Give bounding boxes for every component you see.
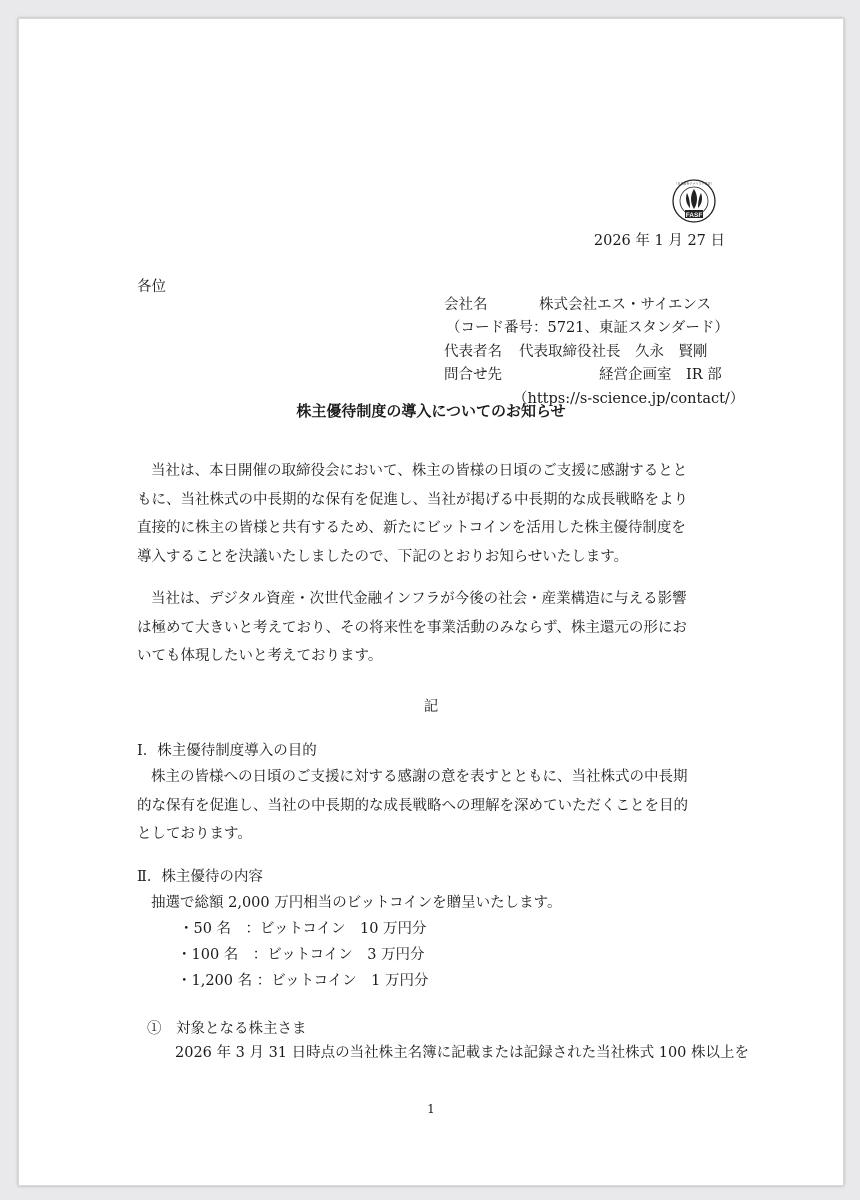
intro-paragraph-1	[137, 457, 737, 571]
paragraph-line: としております。	[137, 826, 252, 842]
paragraph-line: もに、当社株式の中長期的な保有を促進し、当社が掲げる中長期的な成長戦略をより	[137, 491, 688, 508]
intro-paragraph-2	[137, 585, 737, 671]
paragraph-line: は極めて大きいと考えており、その将来性を事業活動のみならず、株主還元の形にお	[137, 619, 687, 636]
section-2-heading: Ⅱ．株主優待の内容	[137, 869, 263, 885]
prize-item: ・50 名 ：ビットコイン 10 万円分	[179, 921, 427, 937]
contact-value: 経営企画室 IR 部	[599, 367, 722, 383]
subsection-1-heading: ① 対象となる株主さま	[147, 1021, 307, 1037]
fasf-logo-label: FASF	[685, 212, 703, 219]
ki-marker: 記	[423, 699, 439, 715]
addressee: 各位	[137, 279, 166, 295]
company-code: （コード番号：5721、東証スタンダード）	[446, 320, 729, 336]
fasf-logo-icon	[671, 177, 717, 237]
document-title: 株主優待制度の導入についてのお知らせ	[296, 402, 566, 420]
document-date: 2026 年 1 月 27 日	[593, 233, 725, 249]
paragraph-line: 導入することを決議いたしましたので、下記のとおりお知らせいたします。	[137, 548, 629, 565]
representative-value: 代表取締役社長 久永 賢剛	[519, 344, 708, 360]
section-1-body	[137, 763, 737, 849]
paragraph-line: 株主の皆様への日頃のご支援に対する感謝の意を表すとともに、当社株式の中長期	[151, 769, 688, 785]
document-page	[18, 18, 844, 1186]
section-1-heading: Ⅰ．株主優待制度導入の目的	[137, 743, 317, 759]
contact-url: （https://s-science.jp/contact/）	[513, 391, 745, 407]
company-name-label: 会社名	[444, 297, 488, 313]
contact-label: 問合せ先	[444, 367, 502, 383]
paragraph-line: 当社は、デジタル資産・次世代金融インフラが今後の社会・産業構造に与える影響	[151, 591, 687, 607]
fasf-logo-ring-text: （日本証券アナリスト協会）	[674, 181, 714, 186]
paragraph-line: 当社は、本日開催の取締役会において、株主の皆様の日頃のご支援に感謝するとと	[151, 463, 688, 479]
representative-label: 代表者名	[444, 344, 502, 360]
paragraph-line: 的な保有を促進し、当社の中長期的な成長戦略への理解を深めていただくことを目的	[137, 797, 688, 814]
subsection-1-line: 2026 年 3 月 31 日時点の当社株主名簿に記載または記録された当社株式 100 株以上を	[175, 1045, 750, 1061]
company-name-value: 株式会社エス・サイエンス	[539, 297, 711, 313]
paragraph-line: 直接的に株主の皆様と共有するため、新たにビットコインを活用した株主優待制度を	[137, 520, 686, 536]
page-number: 1	[427, 1102, 435, 1116]
paragraph-line: いても体現したいと考えております。	[137, 648, 383, 664]
prize-item: ・1,200 名 ：ビットコイン 1 万円分	[177, 973, 429, 989]
section-2-lead: 抽選で総額 2,000 万円相当のビットコインを贈呈いたします。	[151, 895, 562, 911]
prize-item: ・100 名 ：ビットコイン 3 万円分	[177, 947, 425, 963]
